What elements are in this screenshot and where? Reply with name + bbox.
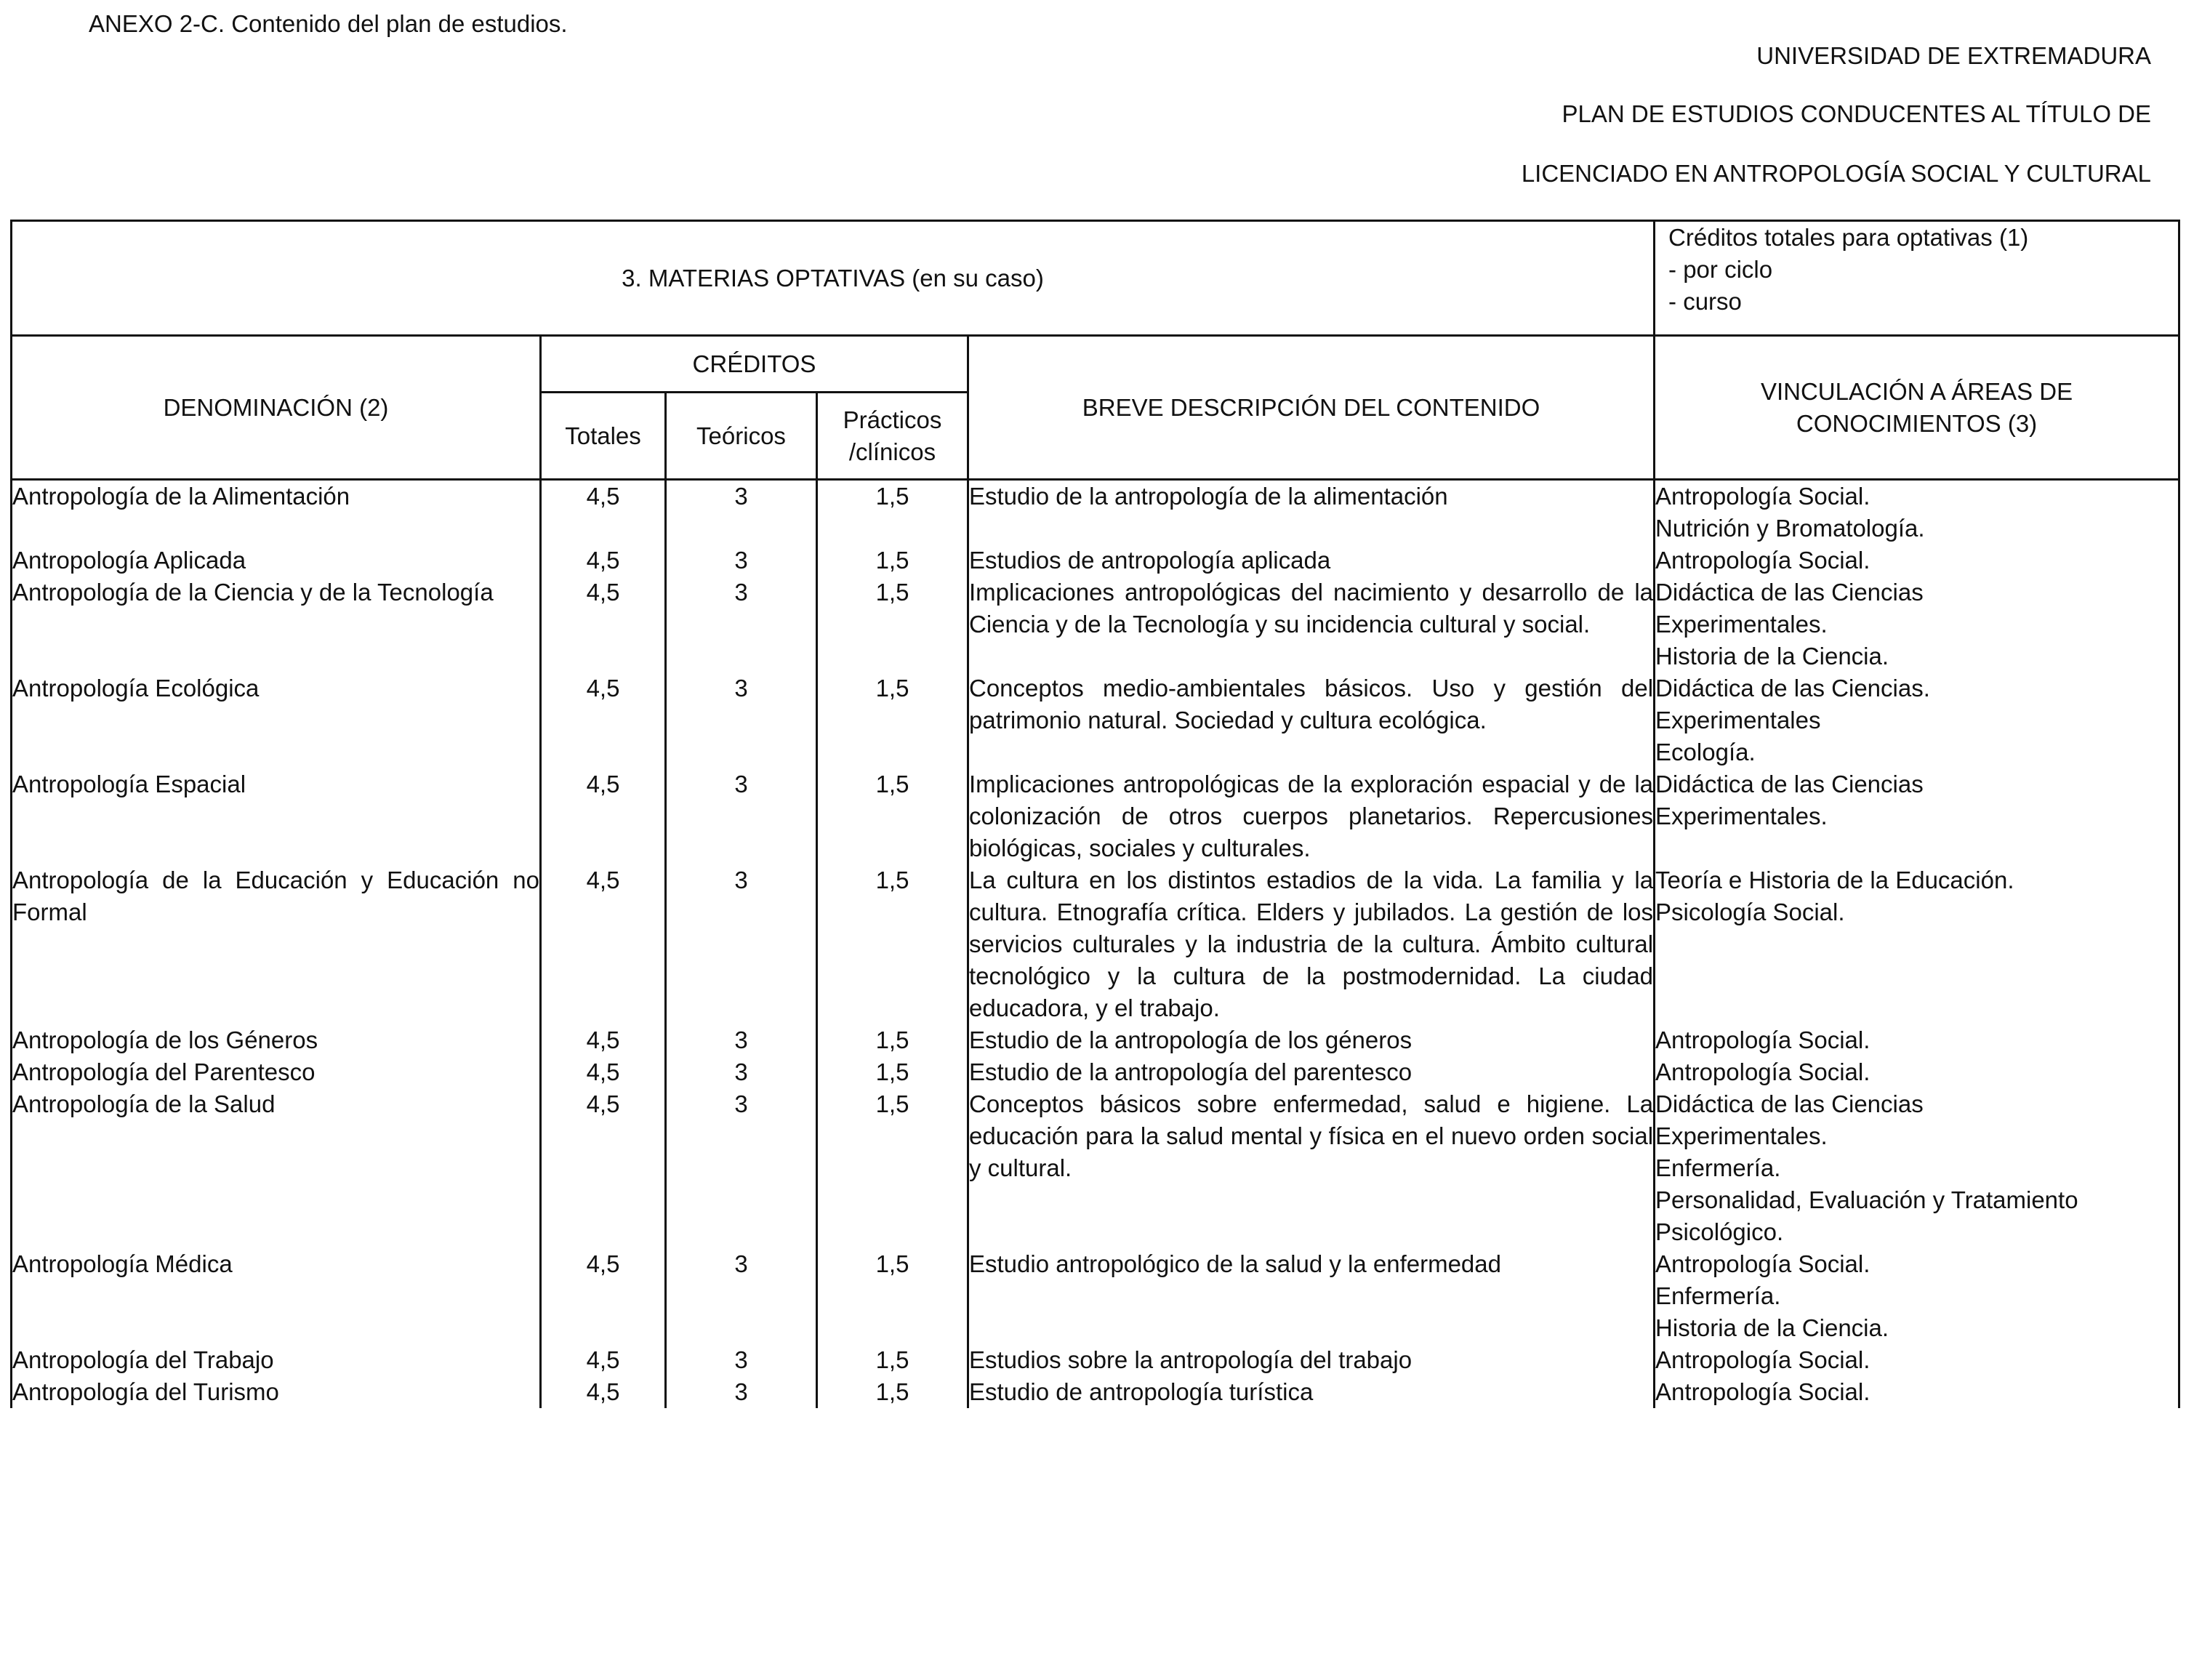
subject-description: Estudio de antropología turística	[968, 1376, 1655, 1408]
knowledge-area-line: Teoría e Historia de la Educación.	[1655, 867, 2014, 893]
knowledge-area-line: Antropología Social.	[1655, 547, 1870, 574]
credits-theory: 3	[666, 768, 817, 864]
col-header-total: Totales	[541, 393, 666, 480]
table-row	[12, 1024, 2179, 1056]
credits-practice: 1,5	[817, 1376, 968, 1408]
subject-description: Estudios sobre la antropología del trabajo	[968, 1344, 1655, 1376]
credits-total: 4,5	[541, 1024, 666, 1056]
degree-title: LICENCIADO EN ANTROPOLOGÍA SOCIAL Y CULTURAL	[1521, 160, 2151, 187]
subject-description: Conceptos básicos sobre enfermedad, salud e higiene. La educación para la salud mental y física en el nuevo orden social y cultural.	[968, 1088, 1655, 1248]
credits-total: 4,5	[541, 1248, 666, 1344]
credits-practice: 1,5	[817, 864, 968, 1024]
knowledge-area-line: Nutrición y Bromatología.	[1655, 515, 1925, 542]
credits-total: 4,5	[541, 1088, 666, 1248]
subject-description: Estudio de la antropología del parentesco	[968, 1056, 1655, 1088]
credits-practice: 1,5	[817, 672, 968, 768]
col-header-theory: Teóricos	[666, 393, 817, 480]
col-header-credits: CRÉDITOS	[541, 336, 968, 393]
col-header-name: DENOMINACIÓN (2)	[12, 336, 541, 480]
knowledge-area-line: Antropología Social.	[1655, 1058, 1870, 1085]
subject-name: Antropología del Trabajo	[12, 1344, 541, 1376]
table-row	[12, 576, 2179, 672]
knowledge-area-line: Personalidad, Evaluación y Tratamiento	[1655, 1186, 2078, 1213]
knowledge-areas	[1655, 672, 2179, 768]
credits-total: 4,5	[541, 1056, 666, 1088]
credits-total: 4,5	[541, 544, 666, 576]
knowledge-area-line: Experimentales.	[1655, 1122, 1828, 1149]
subject-description: Estudios de antropología aplicada	[968, 544, 1655, 576]
knowledge-areas	[1655, 864, 2179, 1024]
knowledge-area-line: Psicología Social.	[1655, 899, 1845, 925]
credits-theory: 3	[666, 480, 817, 545]
knowledge-area-line: Historia de la Ciencia.	[1655, 1314, 1889, 1341]
knowledge-area-line: Psicológico.	[1655, 1218, 1784, 1245]
credits-practice: 1,5	[817, 544, 968, 576]
knowledge-area-line: Antropología Social.	[1655, 483, 1870, 510]
annex-title: ANEXO 2-C. Contenido del plan de estudios.	[89, 10, 568, 37]
credits-total: 4,5	[541, 480, 666, 545]
table-row	[12, 1248, 2179, 1344]
plan-title: PLAN DE ESTUDIOS CONDUCENTES AL TÍTULO DE	[1562, 100, 2151, 127]
knowledge-area-line: Antropología Social.	[1655, 1346, 1870, 1373]
subject-name: Antropología Ecológica	[12, 672, 541, 768]
credits-total: 4,5	[541, 672, 666, 768]
knowledge-areas	[1655, 1248, 2179, 1344]
credits-info-line: - curso	[1668, 288, 1742, 315]
knowledge-area-line: Historia de la Ciencia.	[1655, 643, 1889, 670]
credits-total: 4,5	[541, 768, 666, 864]
practice-header-line: /clínicos	[848, 438, 936, 465]
col-header-practice	[817, 393, 968, 480]
credits-info-line: - por ciclo	[1668, 256, 1773, 283]
credits-theory: 3	[666, 672, 817, 768]
credits-total: 4,5	[541, 1344, 666, 1376]
subject-description: Implicaciones antropológicas de la exploración espacial y de la colonización de otros cuerpos planetarios. Repercusiones biológicas, sociales y culturales.	[968, 768, 1655, 864]
subject-name: Antropología del Turismo	[12, 1376, 541, 1408]
areas-header-line: CONOCIMIENTOS (3)	[1796, 409, 2038, 437]
knowledge-area-line: Experimentales.	[1655, 611, 1828, 638]
credits-theory: 3	[666, 1344, 817, 1376]
knowledge-area-line: Experimentales.	[1655, 803, 1828, 829]
knowledge-areas	[1655, 768, 2179, 864]
knowledge-areas	[1655, 480, 2179, 545]
credits-total: 4,5	[541, 1376, 666, 1408]
credits-practice: 1,5	[817, 768, 968, 864]
credits-practice: 1,5	[817, 480, 968, 545]
knowledge-area-line: Antropología Social.	[1655, 1026, 1870, 1053]
credits-theory: 3	[666, 1376, 817, 1408]
credits-theory: 3	[666, 864, 817, 1024]
subject-description: Estudio antropológico de la salud y la enfermedad	[968, 1248, 1655, 1344]
subject-name: Antropología de la Educación y Educación no Formal	[12, 864, 541, 1024]
table-row	[12, 672, 2179, 768]
credits-theory: 3	[666, 576, 817, 672]
subject-name: Antropología de la Salud	[12, 1088, 541, 1248]
knowledge-area-line: Didáctica de las Ciencias.	[1655, 675, 1930, 702]
credits-theory: 3	[666, 1056, 817, 1088]
credits-practice: 1,5	[817, 1088, 968, 1248]
knowledge-area-line: Ecología.	[1655, 739, 1756, 765]
table-row	[12, 480, 2179, 545]
knowledge-area-line: Enfermería.	[1655, 1282, 1781, 1309]
university-name: UNIVERSIDAD DE EXTREMADURA	[1756, 42, 2151, 69]
credits-practice: 1,5	[817, 1344, 968, 1376]
subject-description: Estudio de la antropología de los géneros	[968, 1024, 1655, 1056]
subject-name: Antropología Médica	[12, 1248, 541, 1344]
knowledge-area-line: Experimentales	[1655, 707, 1821, 734]
subject-name: Antropología del Parentesco	[12, 1056, 541, 1088]
table-row	[12, 864, 2179, 1024]
subject-description: La cultura en los distintos estadios de la vida. La familia y la cultura. Etnografía crítica. Elders y jubilados. La gestión de los servicios culturales y la industria de la cultura. Ámbito cultural tecnológico y la cultura de la postmodernidad. La ciudad educadora, y el trabajo.	[968, 864, 1655, 1024]
col-header-description: BREVE DESCRIPCIÓN DEL CONTENIDO	[968, 336, 1655, 480]
credits-practice: 1,5	[817, 1056, 968, 1088]
credits-total: 4,5	[541, 864, 666, 1024]
subject-name: Antropología Espacial	[12, 768, 541, 864]
subject-description: Implicaciones antropológicas del nacimiento y desarrollo de la Ciencia y de la Tecnología y su incidencia cultural y social.	[968, 576, 1655, 672]
knowledge-areas	[1655, 1344, 2179, 1376]
knowledge-area-line: Antropología Social.	[1655, 1250, 1870, 1277]
optional-subjects-table	[10, 220, 2180, 1408]
section-title: 3. MATERIAS OPTATIVAS (en su caso)	[12, 221, 1655, 336]
credits-practice: 1,5	[817, 1024, 968, 1056]
knowledge-area-line: Enfermería.	[1655, 1154, 1781, 1181]
knowledge-areas	[1655, 1056, 2179, 1088]
credits-theory: 3	[666, 1088, 817, 1248]
table-row	[12, 768, 2179, 864]
subject-name: Antropología de los Géneros	[12, 1024, 541, 1056]
credits-theory: 3	[666, 1024, 817, 1056]
subject-name: Antropología Aplicada	[12, 544, 541, 576]
subject-name: Antropología de la Ciencia y de la Tecnología	[12, 576, 541, 672]
knowledge-area-line: Didáctica de las Ciencias	[1655, 771, 1924, 797]
credits-practice: 1,5	[817, 1248, 968, 1344]
subject-name: Antropología de la Alimentación	[12, 480, 541, 545]
subject-description: Estudio de la antropología de la alimentación	[968, 480, 1655, 545]
areas-header-line: VINCULACIÓN A ÁREAS DE	[1760, 377, 2073, 405]
knowledge-area-line: Didáctica de las Ciencias	[1655, 579, 1924, 606]
knowledge-areas	[1655, 576, 2179, 672]
knowledge-areas	[1655, 544, 2179, 576]
table-row	[12, 544, 2179, 576]
credits-info-line: Créditos totales para optativas (1)	[1668, 224, 2029, 251]
optional-credits-info	[1655, 221, 2179, 336]
knowledge-area-line: Didáctica de las Ciencias	[1655, 1090, 1924, 1117]
table-row	[12, 1088, 2179, 1248]
knowledge-areas	[1655, 1376, 2179, 1408]
knowledge-areas	[1655, 1024, 2179, 1056]
knowledge-area-line: Antropología Social.	[1655, 1378, 1870, 1405]
credits-practice: 1,5	[817, 576, 968, 672]
table-row	[12, 1344, 2179, 1376]
subject-description: Conceptos medio-ambientales básicos. Uso y gestión del patrimonio natural. Sociedad y cultura ecológica.	[968, 672, 1655, 768]
table-row	[12, 1056, 2179, 1088]
col-header-areas	[1655, 336, 2179, 480]
credits-theory: 3	[666, 1248, 817, 1344]
practice-header-line: Prácticos	[843, 406, 942, 433]
knowledge-areas	[1655, 1088, 2179, 1248]
credits-total: 4,5	[541, 576, 666, 672]
table-row	[12, 1376, 2179, 1408]
credits-theory: 3	[666, 544, 817, 576]
